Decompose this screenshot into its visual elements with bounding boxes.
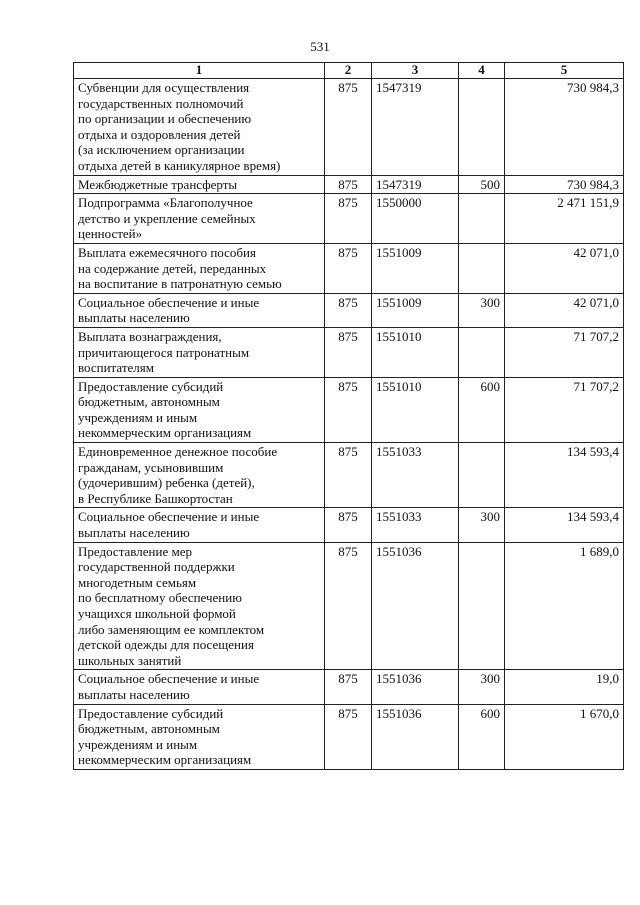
name-line: Предоставление субсидий [78,378,224,394]
cell-target-article: 1547319 [372,79,459,176]
cell-target-article: 1551033 [372,443,459,508]
cell-ved: 875 [325,443,372,508]
cell-ved: 875 [325,327,372,377]
cell-expense-type [459,79,505,176]
name-line: учреждениям и иным [78,409,198,425]
name-line: государственной поддержки [78,559,235,575]
header-col-4: 4 [459,63,505,79]
name-line: причитающегося патронатным [78,344,250,360]
cell-ved: 875 [325,194,372,244]
cell-name [74,79,325,176]
cell-target-article: 1551009 [372,243,459,293]
cell-target-article: 1547319 [372,175,459,194]
table-row [74,508,624,542]
cell-amount: 19,0 [505,670,624,704]
table-row [74,443,624,508]
name-line: Социальное обеспечение и иные [78,509,260,525]
cell-amount: 42 071,0 [505,243,624,293]
name-line: отдыха и оздоровления детей [78,126,241,142]
name-line: по организации и обеспечению [78,111,252,127]
cell-target-article: 1550000 [372,194,459,244]
table-row [74,79,624,176]
name-line: детство и укрепление семейных [78,210,256,226]
name-line: учреждениям и иным [78,736,198,752]
name-line: Субвенции для осуществления [78,80,250,95]
table-row [74,327,624,377]
cell-target-article: 1551036 [372,670,459,704]
cell-name [74,542,325,670]
header-col-1: 1 [74,63,325,79]
name-line: Выплата вознаграждения, [78,328,222,344]
cell-ved: 875 [325,670,372,704]
cell-target-article: 1551010 [372,377,459,442]
cell-amount: 71 707,2 [505,327,624,377]
cell-name [74,327,325,377]
cell-name [74,175,325,194]
name-line: гражданам, усыновившим [78,459,224,475]
name-line: на содержание детей, переданных [78,260,267,276]
name-line: воспитателям [78,360,154,376]
name-line: Социальное обеспечение и иные [78,671,260,687]
cell-amount: 71 707,2 [505,377,624,442]
cell-amount: 134 593,4 [505,443,624,508]
cell-name [74,508,325,542]
name-line: выплаты населению [78,686,190,702]
name-line: школьных занятий [78,652,182,668]
cell-amount: 1 670,0 [505,704,624,769]
name-line: Предоставление субсидий [78,705,224,721]
cell-ved: 875 [325,293,372,327]
table-row [74,243,624,293]
cell-target-article: 1551033 [372,508,459,542]
name-line: выплаты населению [78,525,190,541]
page-number: 531 [310,39,330,54]
table-row [74,670,624,704]
cell-ved: 875 [325,704,372,769]
name-line: Межбюджетные трансферты [78,176,238,192]
name-line: некоммерческим организациям [78,752,252,768]
cell-amount: 134 593,4 [505,508,624,542]
cell-name [74,243,325,293]
cell-name [74,443,325,508]
table-row [74,704,624,769]
name-line: (за исключением организации [78,142,245,158]
cell-expense-type: 300 [459,293,505,327]
cell-ved: 875 [325,542,372,670]
cell-target-article: 1551009 [372,293,459,327]
name-line: некоммерческим организациям [78,425,252,441]
cell-target-article: 1551036 [372,704,459,769]
cell-target-article: 1551010 [372,327,459,377]
name-line: ценностей» [78,226,143,242]
budget-table [73,62,624,770]
name-line: учащихся школьной формой [78,606,236,621]
cell-expense-type: 300 [459,670,505,704]
header-col-3: 3 [372,63,459,79]
cell-expense-type [459,443,505,508]
cell-expense-type: 500 [459,175,505,194]
name-line: либо заменяющим ее комплектом [78,621,265,637]
table-row [74,194,624,244]
cell-ved: 875 [325,377,372,442]
header-col-5: 5 [505,63,624,79]
name-line: бюджетным, автономным [78,721,220,737]
name-line: бюджетным, автономным [78,394,220,410]
cell-ved: 875 [325,175,372,194]
name-line: Выплата ежемесячного пособия [78,244,256,260]
name-line: на воспитание в патронатную семью [78,276,282,292]
table-row [74,377,624,442]
name-line: Подпрограмма «Благополучное [78,195,253,211]
header-col-2: 2 [325,63,372,79]
table-row [74,542,624,670]
name-line: государственных полномочий [78,95,244,111]
cell-expense-type [459,542,505,670]
cell-name [74,670,325,704]
name-line: Социальное обеспечение и иные [78,294,260,310]
cell-amount: 730 984,3 [505,79,624,176]
name-line: выплаты населению [78,310,190,326]
cell-expense-type: 600 [459,704,505,769]
cell-ved: 875 [325,243,372,293]
name-line: в Республике Башкортостан [78,490,233,506]
name-line: (удочерившим) ребенка (детей), [78,475,255,491]
cell-ved: 875 [325,508,372,542]
cell-expense-type: 600 [459,377,505,442]
cell-amount: 730 984,3 [505,175,624,194]
name-line: Единовременное денежное пособие [78,444,278,460]
cell-name [74,293,325,327]
cell-amount: 1 689,0 [505,542,624,670]
name-line: Предоставление мер [78,543,192,559]
cell-amount: 42 071,0 [505,293,624,327]
name-line: многодетным семьям [78,574,197,590]
table-row [74,175,624,194]
cell-expense-type [459,194,505,244]
cell-expense-type [459,243,505,293]
table-body [74,79,624,770]
header-row [74,63,624,79]
cell-target-article: 1551036 [372,542,459,670]
cell-expense-type: 300 [459,508,505,542]
name-line: по бесплатному обеспечению [78,590,242,606]
name-line: отдыха детей в каникулярное время) [78,157,281,173]
table-row [74,293,624,327]
cell-ved: 875 [325,79,372,176]
name-line: детской одежды для посещения [78,637,254,653]
cell-expense-type [459,327,505,377]
cell-amount: 2 471 151,9 [505,194,624,244]
cell-name [74,194,325,244]
cell-name [74,377,325,442]
cell-name [74,704,325,769]
